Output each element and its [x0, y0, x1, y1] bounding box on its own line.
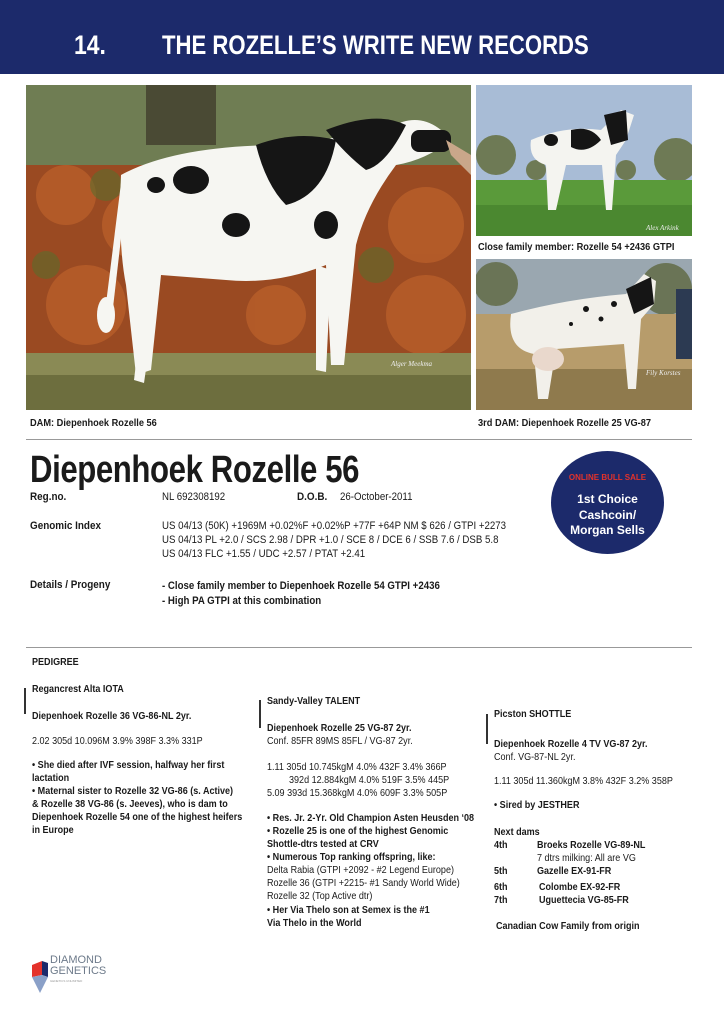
details-line: - Close family member to Diepenhoek Rozelle 54 GTPI +2436 [162, 580, 440, 592]
col3-conf: Conf. VG-87-NL 2yr. [494, 751, 576, 763]
dob-label: D.O.B. [297, 491, 328, 503]
col2-bullet: • Numerous Top ranking offspring, like: [267, 851, 436, 863]
photo-credit: Alex Arkink [646, 224, 679, 232]
col1-bullet: lactation [32, 772, 70, 784]
col1-dam: Diepenhoek Rozelle 36 VG-86-NL 2yr. [32, 710, 192, 722]
col2-record: 1.11 305d 10.745kgM 4.0% 432F 3.4% 366P [267, 761, 447, 773]
col2-bullet: • Her Via Thelo son at Semex is the #1 [267, 904, 430, 916]
badge-title: ONLINE BULL SALE [568, 473, 647, 482]
col1-bullet: • Maternal sister to Rozelle 32 VG-86 (s. Active) [32, 785, 234, 797]
badge-line: 1st Choice [577, 492, 638, 506]
col3-sire: Picston SHOTTLE [494, 708, 572, 720]
col2-bullet: • Rozelle 25 is one of the highest Genomic [267, 825, 449, 837]
logo-text [50, 955, 106, 977]
next-dam-gen: 4th [494, 839, 508, 851]
col1-bullet: in Europe [32, 824, 74, 836]
next-dam-name: Colombe EX-92-FR [539, 881, 621, 893]
diamond-logo-icon [30, 957, 50, 995]
family-origin: Canadian Cow Family from origin [496, 920, 640, 932]
col2-bullet: • Res. Jr. 2-Yr. Old Champion Asten Heusden ‘08 [267, 812, 475, 824]
details-label: Details / Progeny [30, 579, 111, 591]
col3-sired: • Sired by JESTHER [494, 799, 580, 811]
next-dam-note: 7 dtrs milking: All are VG [537, 852, 636, 864]
pedigree-bracket [24, 688, 26, 714]
genomic-label: Genomic Index [30, 520, 101, 532]
col2-conf: Conf. 85FR 89MS 85FL / VG-87 2yr. [267, 735, 413, 747]
logo-line: DIAMOND [50, 954, 102, 966]
logo-line: GENETICS [50, 965, 107, 977]
regno-label: Reg.no. [30, 491, 67, 503]
divider [26, 647, 692, 648]
badge-line: Morgan Sells [570, 523, 645, 537]
details-line: - High PA GTPI at this combination [162, 595, 322, 607]
col2-bullet: Shottle-dtrs tested at CRV [267, 838, 379, 850]
genomic-line: US 04/13 PL +2.0 / SCS 2.98 / DPR +1.0 / SCE 8 / DCE 6 / SSB 7.6 / DSB 5.8 [162, 534, 499, 546]
regno-value: NL 692308192 [162, 491, 226, 503]
genomic-line: US 04/13 FLC +1.55 / UDC +2.57 / PTAT +2.41 [162, 548, 366, 560]
dob-value: 26-October-2011 [340, 491, 413, 503]
next-dam-gen: 5th [494, 865, 508, 877]
col2-record: 5.09 393d 15.368kgM 4.0% 609F 3.3% 505P [267, 787, 448, 799]
col2-bullet: Rozelle 36 (GTPI +2215- #1 Sandy World Wide) [267, 877, 460, 889]
next-dam-name: Gazelle EX-91-FR [537, 865, 612, 877]
col2-sire: Sandy-Valley TALENT [267, 695, 361, 707]
col2-bullet: Rozelle 32 (Top Active dtr) [267, 890, 373, 902]
col2-bullet: Via Thelo in the World [267, 917, 362, 929]
photo-credit: Fily Korstes [646, 369, 681, 377]
col2-bullet: Delta Rabia (GTPI +2092 - #2 Legend Europe) [267, 864, 454, 876]
col2-record: 392d 12.884kgM 4.0% 519F 3.5% 445P [289, 774, 450, 786]
col3-record: 1.11 305d 11.360kgM 3.8% 432F 3.2% 358P [494, 775, 673, 787]
badge-line: Cashcoin/ [578, 507, 637, 522]
next-dam-gen: 6th [494, 881, 508, 893]
col1-bullet: • She died after IVF session, halfway her first [32, 759, 225, 771]
col3-dam: Diepenhoek Rozelle 4 TV VG-87 2yr. [494, 738, 648, 750]
pedigree-bracket [486, 714, 488, 744]
page-header [0, 0, 724, 74]
genomic-line: US 04/13 (50K) +1969M +0.02%F +0.02%P +77F +64P NM $ 626 / GTPI +2273 [162, 520, 507, 532]
page-title: THE ROZELLE’S WRITE NEW RECORDS [162, 30, 589, 60]
animal-name: Diepenhoek Rozelle 56 [30, 449, 360, 491]
close-family-caption: Close family member: Rozelle 54 +2436 GTPI [478, 241, 675, 253]
page-number: 14. [74, 30, 106, 60]
next-dam-name: Broeks Rozelle VG-89-NL [537, 839, 646, 851]
badge-text [551, 492, 664, 539]
third-dam-photo [476, 259, 692, 410]
third-dam-caption: 3rd DAM: Diepenhoek Rozelle 25 VG-87 [478, 417, 652, 429]
next-dam-name: Uguettecia VG-85-FR [539, 894, 629, 906]
next-dam-gen: 7th [494, 894, 508, 906]
main-cow-photo [26, 85, 471, 410]
divider [26, 439, 692, 440]
next-dams-label: Next dams [494, 826, 540, 838]
close-family-photo [476, 85, 692, 236]
logo-tagline: GENETICS UNLIMITED [50, 979, 83, 983]
sale-badge [551, 451, 664, 554]
col2-dam: Diepenhoek Rozelle 25 VG-87 2yr. [267, 722, 412, 734]
photo-credit: Alger Meekma [391, 360, 433, 368]
pedigree-heading: PEDIGREE [32, 656, 79, 668]
dam-caption: DAM: Diepenhoek Rozelle 56 [30, 417, 157, 429]
pedigree-bracket [259, 700, 261, 728]
col1-bullet: Diepenhoek Rozelle 54 one of the highest heifers [32, 811, 243, 823]
col1-record: 2.02 305d 10.096M 3.9% 398F 3.3% 331P [32, 735, 203, 747]
col1-bullet: & Rozelle 38 VG-86 (s. Jeeves), who is dam to [32, 798, 228, 810]
col1-sire: Regancrest Alta IOTA [32, 683, 124, 695]
